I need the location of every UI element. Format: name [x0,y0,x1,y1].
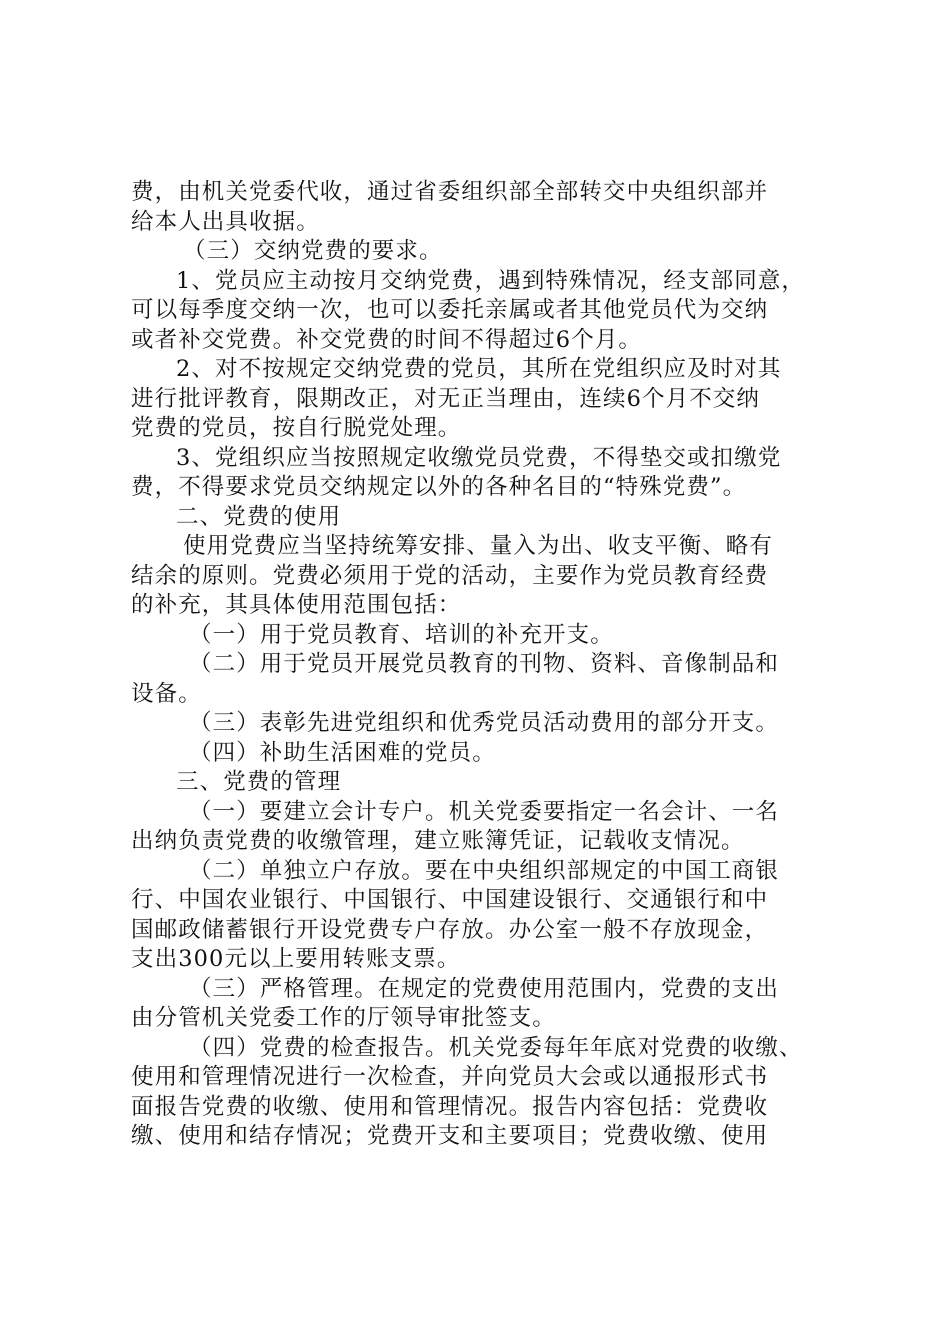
document-line: （二）用于党员开展党员教育的刊物、资料、音像制品和 [189,651,780,677]
document-line: 设备。 [131,680,202,707]
document-line: （三）严格管理。在规定的党费使用范围内，党费的支出 [189,975,780,1002]
document-line: 或者补交党费。补交党费的时间不得超过6个月。 [131,326,643,353]
document-line: 的补充，其具体使用范围包括： [131,592,462,618]
document-line: 党费的党员，按自行脱党处理。 [131,415,462,441]
document-line: 面报告党费的收缴、使用和管理情况。报告内容包括：党费收 [131,1093,769,1120]
document-line: （四）党费的检查报告。机关党委每年年底对党费的收缴、 [189,1034,803,1061]
document-line: （二）单独立户存放。要在中央组织部规定的中国工商银 [189,857,780,884]
document-line: 2、对不按规定交纳党费的党员，其所在党组织应及时对其 [176,356,782,382]
document-line: 进行批评教育，限期改正，对无正当理由，连续6个月不交纳 [131,385,761,412]
document-line: 可以每季度交纳一次，也可以委托亲属或者其他党员代为交纳 [131,297,769,323]
document-line: 由分管机关党委工作的厅领导审批签支。 [131,1005,556,1031]
document-line: 结余的原则。党费必须用于党的活动，主要作为党员教育经费 [131,562,769,589]
document-line: 使用和管理情况进行一次检查，并向党员大会或以通报形式书 [131,1064,769,1090]
document-line: 费，由机关党委代收，通过省委组织部全部转交中央组织部并 [131,179,769,205]
document-line: 行、中国农业银行、中国银行、中国建设银行、交通银行和中 [131,887,769,913]
document-line: 缴、使用和结存情况；党费开支和主要项目；党费收缴、使用 [131,1123,769,1149]
document-line: 三、党费的管理 [176,769,342,795]
document-line: 国邮政储蓄银行开设党费专户存放。办公室一般不存放现金， [131,916,769,943]
document-line: 3、党组织应当按照规定收缴党员党费，不得垫交或扣缴党 [176,444,782,471]
document-line: （一）要建立会计专户。机关党委要指定一名会计、一名 [189,798,780,825]
document-line: 使用党费应当坚持统筹安排、量入为出、收支平衡、略有 [183,533,774,559]
document-line: 二、党费的使用 [176,503,342,530]
document-line: （三）交纳党费的要求。 [183,238,443,264]
document-line: （四）补助生活困难的党员。 [189,739,496,766]
document-line: 给本人出具收据。 [131,208,320,235]
document-line: 出纳负责党费的收缴管理，建立账簿凭证，记载收支情况。 [131,828,745,854]
document-body [131,178,831,1152]
document-line: 1、党员应主动按月交纳党费，遇到特殊情况，经支部同意， [176,267,806,294]
document-line: （三）表彰先进党组织和优秀党员活动费用的部分开支。 [189,710,780,736]
document-line: 支出300元以上要用转账支票。 [131,946,461,972]
document-line: （一）用于党员教育、培训的补充开支。 [189,621,614,648]
document-line: 费，不得要求党员交纳规定以外的各种名目的“特殊党费”。 [131,474,747,500]
